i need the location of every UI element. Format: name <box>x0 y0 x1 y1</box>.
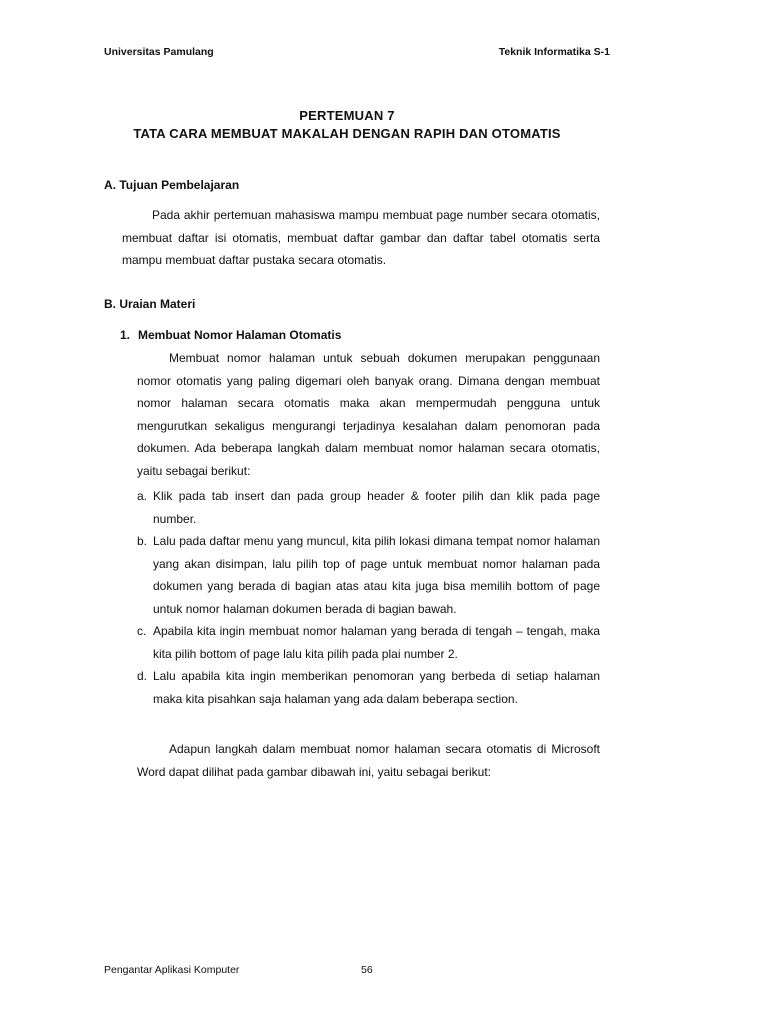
list-item <box>137 530 600 620</box>
subsection-heading <box>120 328 341 342</box>
closing-paragraph: Adapun langkah dalam membuat nomor halaman secara otomatis di Microsoft Word dapat dilihat pada gambar dibawah ini, yaitu sebagai berikut: <box>137 742 600 779</box>
list-item-text: Lalu pada daftar menu yang muncul, kita pilih lokasi dimana tempat nomor halaman yang akan disimpan, lalu pilih top of page untuk membuat nomor halaman pada dokumen yang berada di bagian atas atau kita juga bisa memilih bottom of page untuk nomor halaman dokumen berada di bagian bawah. <box>153 534 600 616</box>
footer-page-number: 56 <box>361 964 373 976</box>
header-program: Teknik Informatika S-1 <box>498 46 610 58</box>
section-a-paragraph: Pada akhir pertemuan mahasiswa mampu membuat page number secara otomatis, membuat daftar isi otomatis, membuat daftar gambar dan daftar tabel otomatis serta mampu membuat daftar pustaka secara otomatis. <box>122 208 600 267</box>
subsection-title: Membuat Nomor Halaman Otomatis <box>138 328 342 342</box>
footer-course-name: Pengantar Aplikasi Komputer <box>104 964 240 976</box>
header-institution: Universitas Pamulang <box>104 46 214 58</box>
list-item-text: Apabila kita ingin membuat nomor halaman yang berada di tengah – tengah, maka kita pilih bottom of page lalu kita pilih pada plai number 2. <box>153 624 600 661</box>
meeting-title: PERTEMUAN 7 <box>299 108 395 123</box>
list-marker: a. <box>137 489 148 503</box>
list-item <box>137 485 600 530</box>
subsection-number: 1. <box>120 328 131 342</box>
list-marker: b. <box>137 534 148 548</box>
section-b-heading: B. Uraian Materi <box>104 297 196 311</box>
list-marker: c. <box>137 624 147 638</box>
section-a-heading: A. Tujuan Pembelajaran <box>104 178 240 192</box>
steps-list <box>137 485 600 710</box>
list-item <box>137 620 600 665</box>
list-item-text: Lalu apabila kita ingin memberikan penomoran yang berbeda di setiap halaman maka kita pisahkan saja halaman yang ada dalam beberapa section. <box>153 669 600 706</box>
list-marker: d. <box>137 669 148 683</box>
list-item <box>137 665 600 710</box>
subsection-intro-paragraph: Membuat nomor halaman untuk sebuah dokumen merupakan penggunaan nomor otomatis yang paling digemari oleh banyak orang. Dimana dengan membuat nomor halaman secara otomatis maka akan mempermudah pengguna untuk mengurutkan sekaligus mengurangi terjadinya kesalahan dalam penomoran pada dokumen. Ada beberapa langkah dalam membuat nomor halaman secara otomatis, yaitu sebagai berikut: <box>137 351 600 478</box>
list-item-text: Klik pada tab insert dan pada group header & footer pilih dan klik pada page number. <box>153 489 600 526</box>
chapter-title: TATA CARA MEMBUAT MAKALAH DENGAN RAPIH DAN OTOMATIS <box>133 126 561 141</box>
